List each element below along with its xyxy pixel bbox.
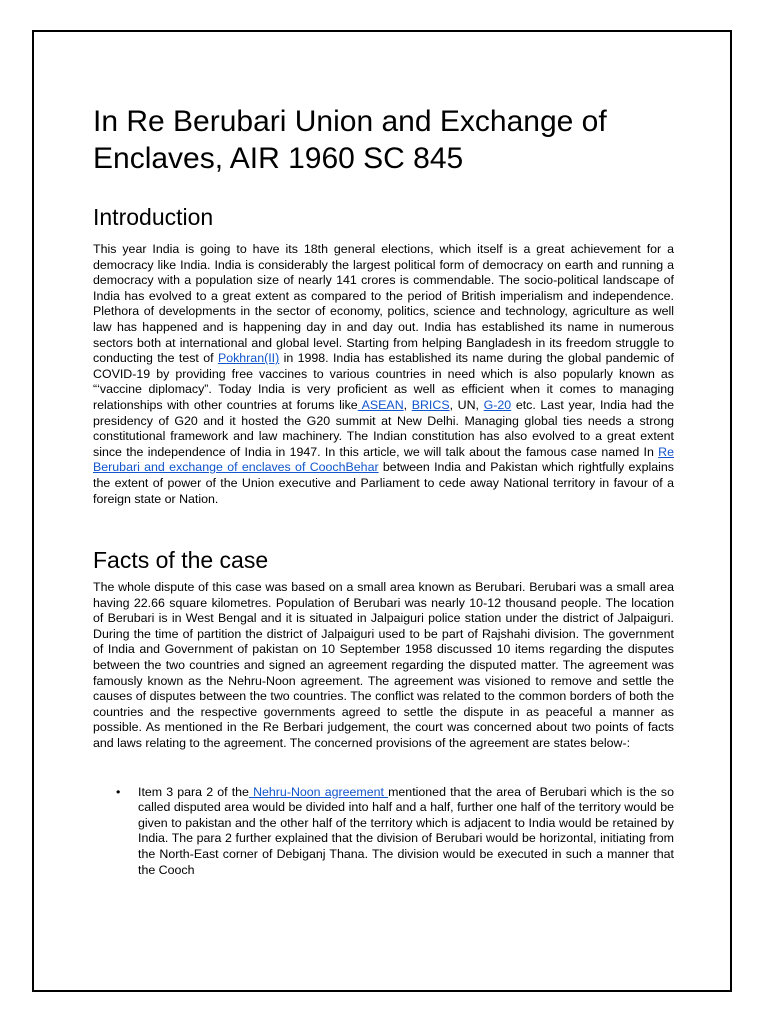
brics-link[interactable]: BRICS: [411, 397, 450, 412]
list-item: [116, 784, 674, 879]
bullet-marker: •: [116, 784, 121, 799]
berubari-case-link[interactable]: Re Berubari and exchange of enclaves of CoochBehar: [93, 444, 674, 475]
intro-text-5: between India and Pakistan which rightfully explains the extent of power of the Union executive and Parliament to cede away National territory in favour of a foreign state or Nation.: [93, 460, 674, 506]
asean-link[interactable]: ASEAN: [357, 397, 404, 412]
g20-link[interactable]: G-20: [483, 397, 512, 412]
facts-heading: Facts of the case: [93, 547, 269, 574]
facts-paragraph: The whole dispute of this case was based on a small area known as Berubari. Berubari was a small area having 22.66 square kilometres. Population of Berubari was nearly 10-12 thousand people. The location of Berubari is in West Bengal and it is situated in Jalpaiguri police station under the district of Jalpaiguri. During the time of partition the district of Jalpaiguri used to be part of Rajshahi division. The government of India and Government of pakistan on 10 September 1958 discussed 10 items regarding the disputes between the two countries and signed an agreement regarding the disputed matter. The agreement was famously known as the Nehru-Noon agreement. The agreement was visioned to remove and settle the causes of disputes between the two countries. The conflict was related to the common borders of both the countries and the respective governments agreed to settle the dispute in as peaceful a manner as possible. As mentioned in the Re Berbari judgement, the court was concerned about two points of facts and laws relating to the agreement. The concerned provisions of the agreement are states below-:: [93, 580, 674, 751]
nehru-noon-agreement-link[interactable]: Nehru-Noon agreement: [248, 784, 389, 799]
bullet-text-pre: Item 3 para 2 of the: [138, 784, 249, 799]
introduction-heading: Introduction: [93, 204, 214, 230]
intro-text-1: This year India is going to have its 18th general elections, which itself is a great achievement for a democracy like India. India is considerably the largest political form of democracy on earth and running a democracy with a population size of nearly 141 crores is commendable. The socio-political landscape of India has evolved to a great extent as compared to the period of British imperialism and independence. Plethora of developments in the sector of economy, politics, science and technology, agriculture as well law has happened and is happening day in and day out. India has established its name in numerous sectors both at international and global level. Starting from helping Bangladesh in its freedom struggle to conducting the test of: [93, 242, 674, 366]
intro-text-4: etc. Last year, India had the presidency of G20 and it hosted the G20 summit at New Delhi. Managing global ties needs a strong constitutional framework and law machinery. The Indian constitution has also evolved to a great extent since the independence of India in 1947. In this article, we will talk about the famous case named In: [93, 397, 674, 459]
agreement-provisions-list: [93, 785, 674, 879]
document-title: In Re Berubari Union and Exchange of Enclaves, AIR 1960 SC 845: [93, 105, 607, 175]
bullet-text-post: mentioned that the area of Berubari which is the so called disputed area would be divided into half and a half, further one half of the territory would be given to pakistan and the other half of the territory which is adjacent to India would be retained by India. The para 2 further explained that the division of Berubari would be horizontal, initiating from the North-East corner of Debiganj Thana. The division would be executed in such a manner that the Cooch: [138, 784, 674, 877]
intro-text-2: in 1998. India has established its name during the global pandemic of COVID-19 by providing free vaccines to various countries in need which is also popularly known as “‘vaccine diplomacy”. Today India is very proficient as well as efficient when it comes to managing relationships with other countries at forums like: [93, 351, 674, 412]
intro-text-3: , UN,: [449, 397, 484, 412]
pokhran-link[interactable]: Pokhran(II): [217, 351, 280, 366]
introduction-paragraph: [93, 242, 674, 507]
document-body: [93, 103, 674, 878]
intro-separator: ,: [403, 397, 412, 412]
